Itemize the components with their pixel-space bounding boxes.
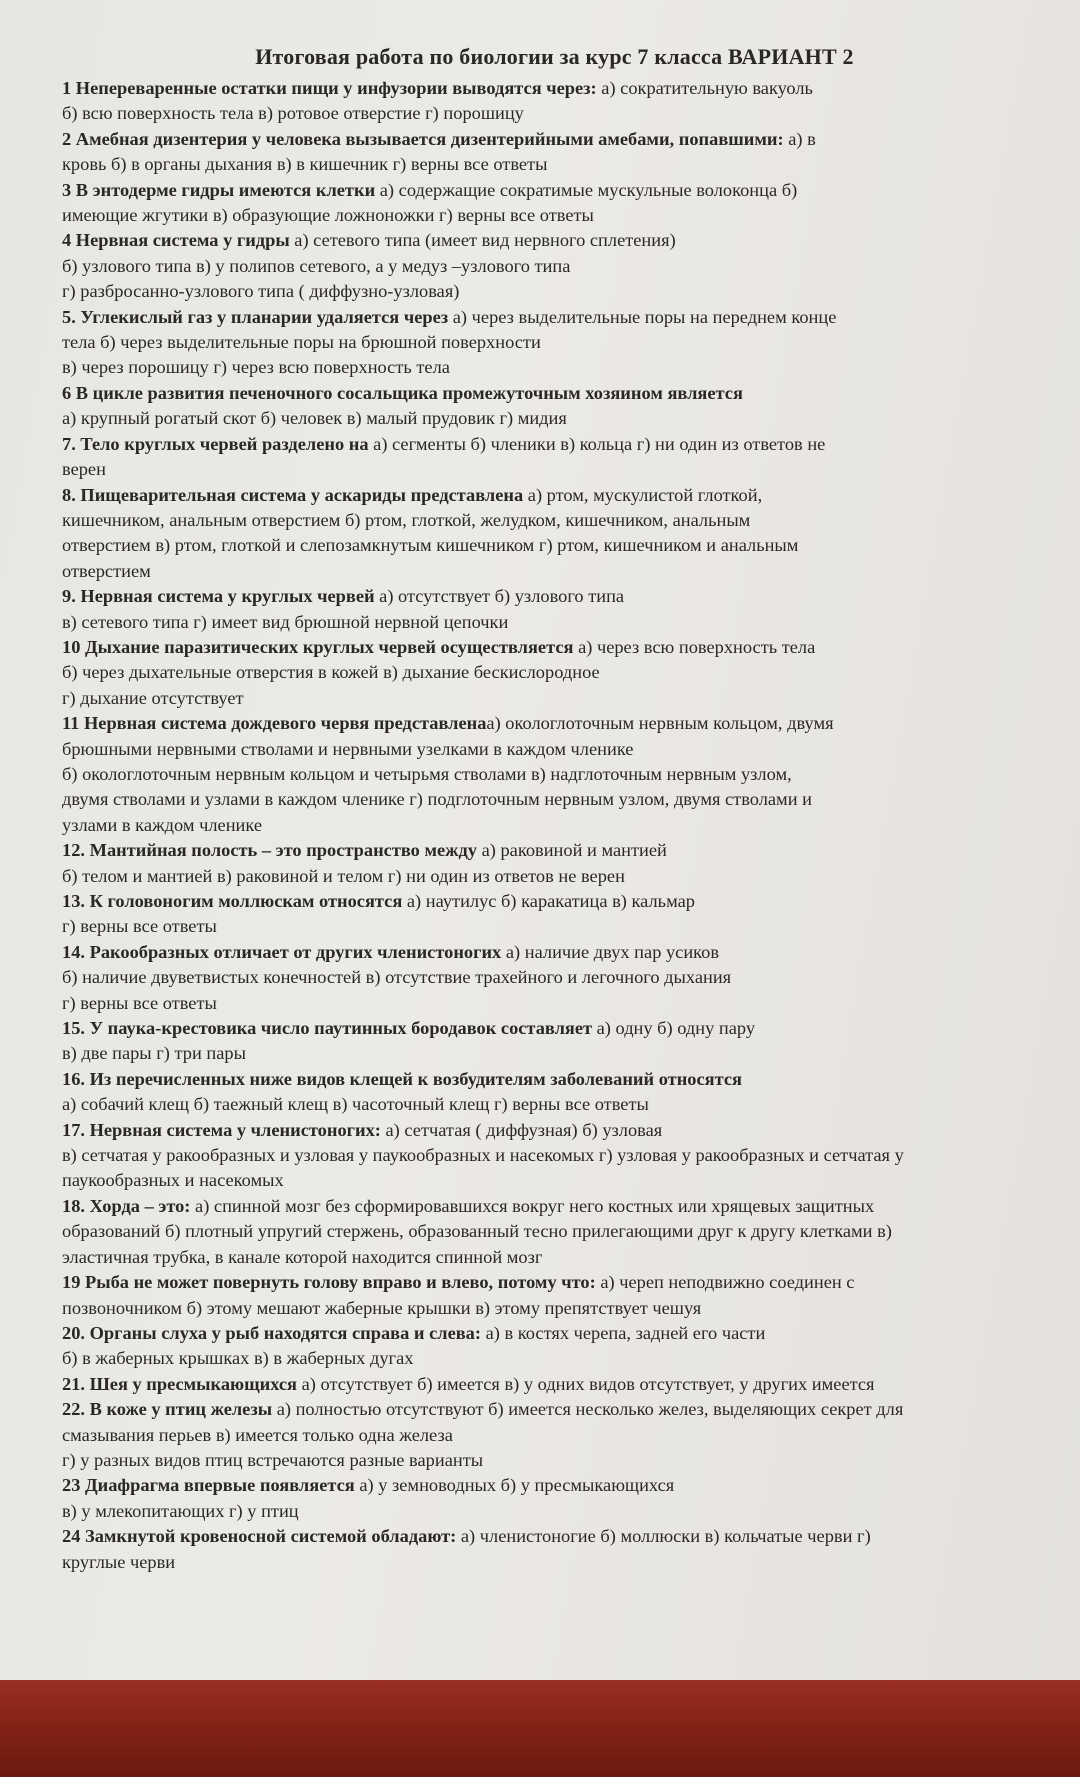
question-stem: 6 В цикле развития печеночного сосальщика промежуточным хозяином является <box>62 382 743 403</box>
question-line <box>62 355 1047 380</box>
answer-options: а) череп неподвижно соединен с <box>595 1272 855 1293</box>
answer-options: г) дыхание отсутствует <box>62 687 244 708</box>
question-line <box>62 737 1047 762</box>
answer-options: двумя стволами и узлами в каждом членике г) подглоточным нервным узлом, двумя стволами и <box>62 789 812 810</box>
question-line <box>62 152 1047 177</box>
answer-options: а) содержащие сократимые мускульные волоконца б) <box>375 179 798 200</box>
answer-options: а) в костях черепа, задней его части <box>480 1322 766 1343</box>
question-9 <box>62 584 1047 635</box>
question-line <box>62 559 1047 584</box>
answer-options: в) сетчатая у ракообразных и узловая у паукообразных и насекомых г) узловая у ракообразных и сетчатая у <box>62 1145 904 1166</box>
answer-options: а) сегменты б) членики в) кольца г) ни один из ответов не <box>368 433 826 454</box>
answer-options: смазывания перьев в) имеется только одна железа <box>62 1424 453 1445</box>
question-line <box>62 1219 1047 1244</box>
question-stem: 18. Хорда – это: <box>62 1195 191 1216</box>
answer-options: а) спинной мозг без сформировавшихся вокруг него костных или хрящевых защитных <box>190 1195 875 1216</box>
question-6 <box>62 381 1047 432</box>
question-stem: 10 Дыхание паразитических круглых червей осуществляется <box>62 636 574 657</box>
answer-options: верен <box>62 459 106 480</box>
question-line <box>62 406 1047 431</box>
answer-options: а) у земноводных б) у пресмыкающихся <box>354 1475 675 1496</box>
question-line <box>62 1067 1047 1092</box>
question-stem: 24 Замкнутой кровеносной системой обладают: <box>62 1526 457 1547</box>
answer-options: а) в <box>783 128 816 149</box>
question-24 <box>62 1524 1047 1575</box>
answer-options: а) через выделительные поры на переднем конце <box>448 306 837 327</box>
question-stem: 20. Органы слуха у рыб находятся справа и слева: <box>62 1322 481 1343</box>
answer-options: б) окологлоточным нервным кольцом и четырьмя стволами в) надглоточным нервным узлом, <box>62 763 792 784</box>
question-3 <box>62 178 1047 229</box>
question-line <box>62 1550 1047 1575</box>
question-line <box>62 813 1047 838</box>
question-list <box>62 76 1047 1575</box>
question-stem: 7. Тело круглых червей разделено на <box>62 433 369 454</box>
question-stem: 19 Рыба не может повернуть голову вправо и влево, потому что: <box>62 1272 596 1293</box>
question-line <box>62 1372 1047 1397</box>
answer-options: в) две пары г) три пары <box>62 1043 246 1064</box>
question-line <box>62 1473 1047 1498</box>
question-7 <box>62 432 1047 483</box>
question-line <box>62 533 1047 558</box>
question-8 <box>62 483 1047 585</box>
question-17 <box>62 1118 1047 1194</box>
question-line <box>62 305 1047 330</box>
question-line <box>62 1041 1047 1066</box>
question-line <box>62 381 1047 406</box>
answer-options: а) отсутствует б) узлового типа <box>374 586 625 607</box>
table-surface <box>0 1680 1080 1777</box>
question-line <box>62 228 1047 253</box>
document-title: Итоговая работа по биологии за курс 7 класса ВАРИАНТ 2 <box>255 44 854 69</box>
answer-options: кишечником, анальным отверстием б) ртом, глоткой, желудком, кишечником, анальным <box>62 509 751 530</box>
question-20 <box>62 1321 1047 1372</box>
answer-options: а) сократительную вакуоль <box>596 78 813 98</box>
answer-options: а) полностью отсутствуют б) имеется несколько желез, выделяющих секрет для <box>272 1399 904 1420</box>
answer-options: имеющие жгутики в) образующие ложноножки г) верны все ответы <box>62 205 594 226</box>
question-line <box>62 635 1047 660</box>
answer-options: отверстием в) ртом, глоткой и слепозамкнутым кишечником г) ртом, кишечником и анальным <box>62 535 799 556</box>
question-5 <box>62 305 1047 381</box>
answer-options: а) окологлоточным нервным кольцом, двумя <box>486 713 834 734</box>
question-line <box>62 864 1047 889</box>
question-line <box>62 1194 1047 1219</box>
answer-options: эластичная трубка, в канале которой находится спинной мозг <box>62 1246 543 1267</box>
answer-options: б) узлового типа в) у полипов сетевого, а у медуз –узлового типа <box>62 255 571 276</box>
question-line <box>62 1168 1047 1193</box>
question-21 <box>62 1372 1047 1397</box>
question-line <box>62 1423 1047 1448</box>
answer-options: а) наличие двух пар усиков <box>501 941 720 962</box>
question-line <box>62 432 1047 457</box>
question-line <box>62 1346 1047 1371</box>
answer-options: г) разбросанно-узлового типа ( диффузно-узловая) <box>62 281 460 302</box>
question-line <box>62 686 1047 711</box>
question-line <box>62 1321 1047 1346</box>
answer-options: круглые черви <box>62 1551 176 1572</box>
answer-options: кровь б) в органы дыхания в) в кишечник г) верны все ответы <box>62 154 548 175</box>
answer-options: а) раковиной и мантией <box>476 840 667 861</box>
answer-options: г) верны все ответы <box>62 916 217 937</box>
question-line <box>62 1270 1047 1295</box>
question-14 <box>62 940 1047 1016</box>
question-19 <box>62 1270 1047 1321</box>
answer-options: б) в жаберных крышках в) в жаберных дугах <box>62 1348 414 1369</box>
answer-options: а) собачий клещ б) таежный клещ в) часоточный клещ г) верны все ответы <box>62 1094 649 1115</box>
question-line <box>62 965 1047 990</box>
question-18 <box>62 1194 1047 1270</box>
question-line <box>62 203 1047 228</box>
question-stem: 13. К головоногим моллюскам относятся <box>62 891 403 911</box>
question-line <box>62 1016 1047 1041</box>
answer-options: в) сетевого типа г) имеет вид брюшной нервной цепочки <box>62 611 509 632</box>
question-15 <box>62 1016 1047 1067</box>
question-10 <box>62 635 1047 711</box>
question-line <box>62 76 1047 101</box>
question-stem: 2 Амебная дизентерия у человека вызывается дизентерийными амебами, попавшими: <box>62 128 784 149</box>
question-line <box>62 508 1047 533</box>
question-line <box>62 1397 1047 1422</box>
question-stem: 14. Ракообразных отличает от других членистоногих <box>62 941 502 962</box>
question-1 <box>62 76 1047 127</box>
question-line <box>62 762 1047 787</box>
question-4 <box>62 228 1047 304</box>
answer-options: а) отсутствует б) имеется в) у одних видов отсутствует, у других имеется <box>297 1373 875 1394</box>
question-line <box>62 457 1047 482</box>
question-line <box>62 991 1047 1016</box>
answer-options: а) наутилус б) каракатица в) кальмар <box>402 891 695 911</box>
answer-options: брюшными нервными стволами и нервными узелками в каждом членике <box>62 738 634 759</box>
answer-options: а) сетчатая ( диффузная) б) узловая <box>380 1119 663 1140</box>
answer-options: узлами в каждом членике <box>62 814 263 835</box>
question-stem: 22. В коже у птиц железы <box>62 1399 273 1420</box>
question-stem: 16. Из перечисленных ниже видов клещей к возбудителям заболеваний относятся <box>62 1068 742 1089</box>
question-line <box>62 584 1047 609</box>
answer-options: а) одну б) одну пару <box>592 1018 756 1039</box>
answer-options: б) всю поверхность тела в) ротовое отверстие г) порошицу <box>62 103 524 124</box>
answer-options: в) у млекопитающих г) у птиц <box>62 1500 299 1521</box>
question-line <box>62 1499 1047 1524</box>
answer-options: паукообразных и насекомых <box>62 1170 284 1191</box>
question-12 <box>62 838 1047 889</box>
question-line <box>62 1092 1047 1117</box>
answer-options: а) через всю поверхность тела <box>573 636 816 657</box>
answer-options: тела б) через выделительные поры на брюшной поверхности <box>62 332 541 353</box>
question-line <box>62 1143 1047 1168</box>
question-line <box>62 178 1047 203</box>
answer-options: б) через дыхательные отверстия в кожей в) дыхание бескислородное <box>62 662 600 683</box>
question-line <box>62 787 1047 812</box>
question-line <box>62 711 1047 736</box>
answer-options: г) верны все ответы <box>62 992 217 1013</box>
answer-options: б) телом и мантией в) раковиной и телом г) ни один из ответов не верен <box>62 865 625 886</box>
question-line <box>62 1448 1047 1473</box>
question-23 <box>62 1473 1047 1524</box>
question-line <box>62 940 1047 965</box>
question-line <box>62 660 1047 685</box>
answer-options: а) сетевого типа (имеет вид нервного сплетения) <box>289 230 676 251</box>
question-2 <box>62 127 1047 178</box>
answer-options: г) у разных видов птиц встречаются разные варианты <box>62 1449 484 1470</box>
question-stem: 15. У паука-крестовика число паутинных бородавок составляет <box>62 1018 593 1039</box>
answer-options: отверстием <box>62 560 151 581</box>
question-line <box>62 1296 1047 1321</box>
question-stem: 1 Непереваренные остатки пищи у инфузории выводятся через: <box>62 78 597 98</box>
question-line <box>62 483 1047 508</box>
question-16 <box>62 1067 1047 1118</box>
question-stem: 23 Диафрагма впервые появляется <box>62 1475 355 1496</box>
question-22 <box>62 1397 1047 1473</box>
question-stem: 5. Углекислый газ у планарии удаляется через <box>62 306 449 327</box>
question-11 <box>62 711 1047 838</box>
answer-options: образований б) плотный упругий стержень, образованный тесно прилегающими друг к другу клетками в) <box>62 1221 892 1242</box>
document-content <box>62 42 1047 1575</box>
question-stem: 21. Шея у пресмыкающихся <box>62 1373 298 1394</box>
question-stem: 12. Мантийная полость – это пространство между <box>62 840 477 861</box>
question-13 <box>62 889 1047 940</box>
question-line <box>62 254 1047 279</box>
answer-options: позвоночником б) этому мешают жаберные крышки в) этому препятствует чешуя <box>62 1297 702 1318</box>
question-stem: 3 В энтодерме гидры имеются клетки <box>62 179 376 200</box>
question-line <box>62 610 1047 635</box>
answer-options: в) через порошицу г) через всю поверхность тела <box>62 357 450 378</box>
question-line <box>62 101 1047 126</box>
question-line <box>62 330 1047 355</box>
question-line <box>62 279 1047 304</box>
question-line <box>62 1118 1047 1143</box>
question-line <box>62 127 1047 152</box>
question-line <box>62 914 1047 939</box>
question-line <box>62 1245 1047 1270</box>
answer-options: а) крупный рогатый скот б) человек в) малый прудовик г) мидия <box>62 408 567 429</box>
question-stem: 4 Нервная система у гидры <box>62 230 290 251</box>
question-stem: 8. Пищеварительная система у аскариды представлена <box>62 484 524 505</box>
question-line <box>62 889 1047 914</box>
answer-options: а) ртом, мускулистой глоткой, <box>523 484 763 505</box>
question-stem: 11 Нервная система дождевого червя представлена <box>62 713 487 734</box>
answer-options: а) членистоногие б) моллюски в) кольчатые черви г) <box>456 1526 871 1547</box>
question-stem: 9. Нервная система у круглых червей <box>62 586 375 607</box>
question-line <box>62 1524 1047 1549</box>
question-stem: 17. Нервная система у членистоногих: <box>62 1119 381 1140</box>
answer-options: б) наличие двуветвистых конечностей в) отсутствие трахейного и легочного дыхания <box>62 967 732 988</box>
question-line <box>62 838 1047 863</box>
